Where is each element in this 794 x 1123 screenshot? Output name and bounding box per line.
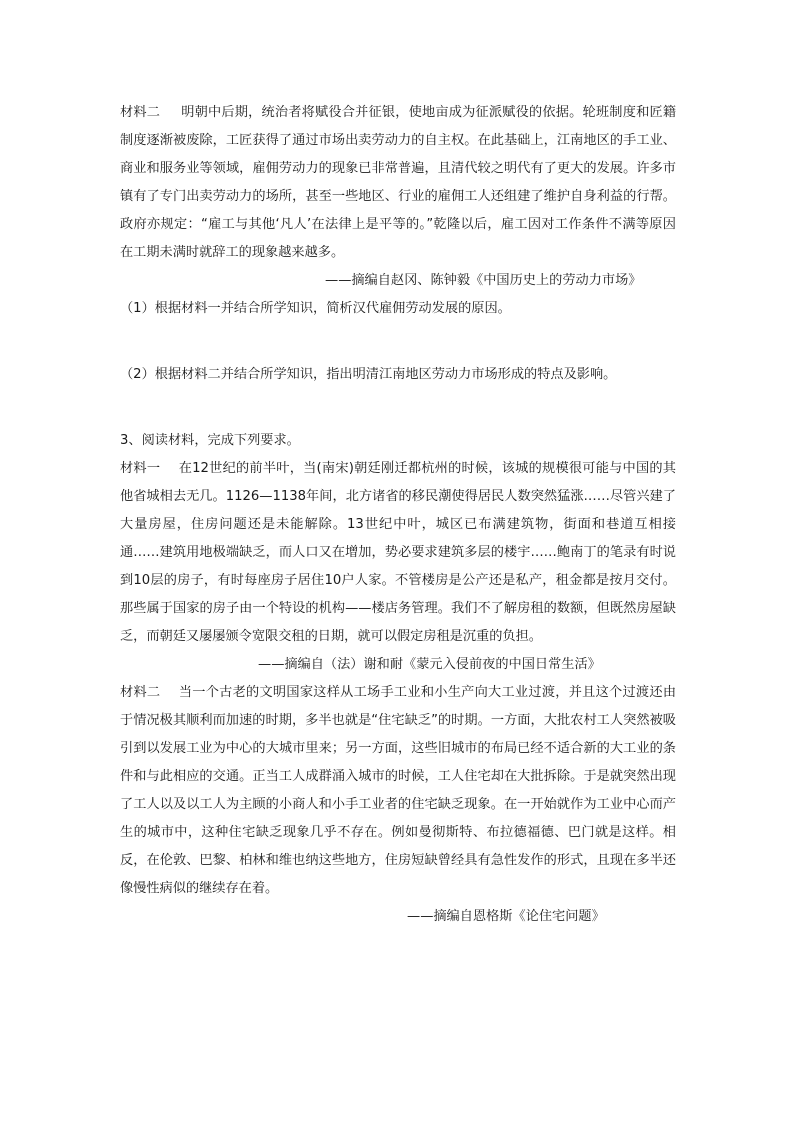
question-2: （2）根据材料二并结合所学知识，指出明清江南地区劳动力市场形成的特点及影响。 <box>120 367 617 382</box>
section3-material1-source: ——摘编自（法）谢和耐《蒙元入侵前夜的中国日常生活》 <box>258 657 601 672</box>
section3-material1-label: 材料一 <box>120 461 161 476</box>
material2-top-text: 明朝中后期，统治者将赋役合并征银，使地亩成为征派赋役的依据。轮班制度和匠籍制度逐渐被废除，工匠获得了通过市场出卖劳动力的自主权。在此基础上，江南地区的手工业、商业和服务业等领域，雇佣劳动力的现象已非常普遍，且清代较之明代有了更大的发展。许多市镇有了专门出卖劳动力的场所，甚至一些地区、行业的雇佣工人还组建了维护自身利益的行帮。政府亦规定：“雇工与其他‘凡人’在法律上是平等的。”乾隆以后，雇工因对工作条件不满等原因在工期未满时就辞工的现象越来越多。 <box>120 105 677 260</box>
material2-top-paragraph <box>120 99 676 267</box>
answer-space-2 <box>120 389 676 427</box>
document-page <box>120 99 676 931</box>
material2-top-label: 材料二 <box>120 105 161 120</box>
section3-heading: 3、阅读材料，完成下列要求。 <box>120 433 300 448</box>
section3-material2-paragraph <box>120 679 676 903</box>
section3-material2-text: 当一个古老的文明国家这样从工场手工业和小生产向大工业过渡，并且这个过渡还由于情况极其顺利而加速的时期，多半也就是“住宅缺乏”的时期。一方面，大批农村工人突然被吸引到以发展工业为中心的大城市里来；另一方面，这些旧城市的布局已经不适合新的大工业的条件和与此相应的交通。正当工人成群涌入城市的时候，工人住宅却在大批拆除。于是就突然出现了工人以及以工人为主顾的小商人和小手工业者的住宅缺乏现象。在一开始就作为工业中心而产生的城市中，这种住宅缺乏现象几乎不存在。例如曼彻斯特、布拉德福德、巴门就是这样。相反，在伦敦、巴黎、柏林和维也纳这些地方，住房短缺曾经具有急性发作的形式，且现在多半还像慢性病似的继续存在着。 <box>120 685 677 896</box>
section3-material1-paragraph <box>120 455 676 651</box>
material2-top-source: ——摘编自赵冈、陈钟毅《中国历史上的劳动力市场》 <box>325 273 642 288</box>
section3-material1-text: 在12世纪的前半叶，当(南宋)朝廷刚迁都杭州的时候，该城的规模很可能与中国的其他省城相去无几。1126—1138年间，北方诸省的移民潮使得居民人数突然猛涨……尽管兴建了大量房屋，住房问题还是未能解除。13世纪中叶，城区已布满建筑物，街面和巷道互相接通……建筑用地极端缺乏，而人口又在增加，势必要求建筑多层的楼宇……鲍南丁的笔录有时说到10层的房子，有时每座房子居住10户人家。不管楼房是公产还是私产，租金都是按月交付。那些属于国家的房子由一个特设的机构——楼店务管理。我们不了解房租的数额，但既然房屋缺乏，而朝廷又屡屡颁令宽限交租的日期，就可以假定房租是沉重的负担。 <box>120 461 676 644</box>
answer-space-1 <box>120 323 676 361</box>
section3-material2-label: 材料二 <box>120 685 161 700</box>
section3-material2-source: ——摘编自恩格斯《论住宅问题》 <box>407 909 605 924</box>
question-1: （1）根据材料一并结合所学知识，简析汉代雇佣劳动发展的原因。 <box>120 301 511 316</box>
